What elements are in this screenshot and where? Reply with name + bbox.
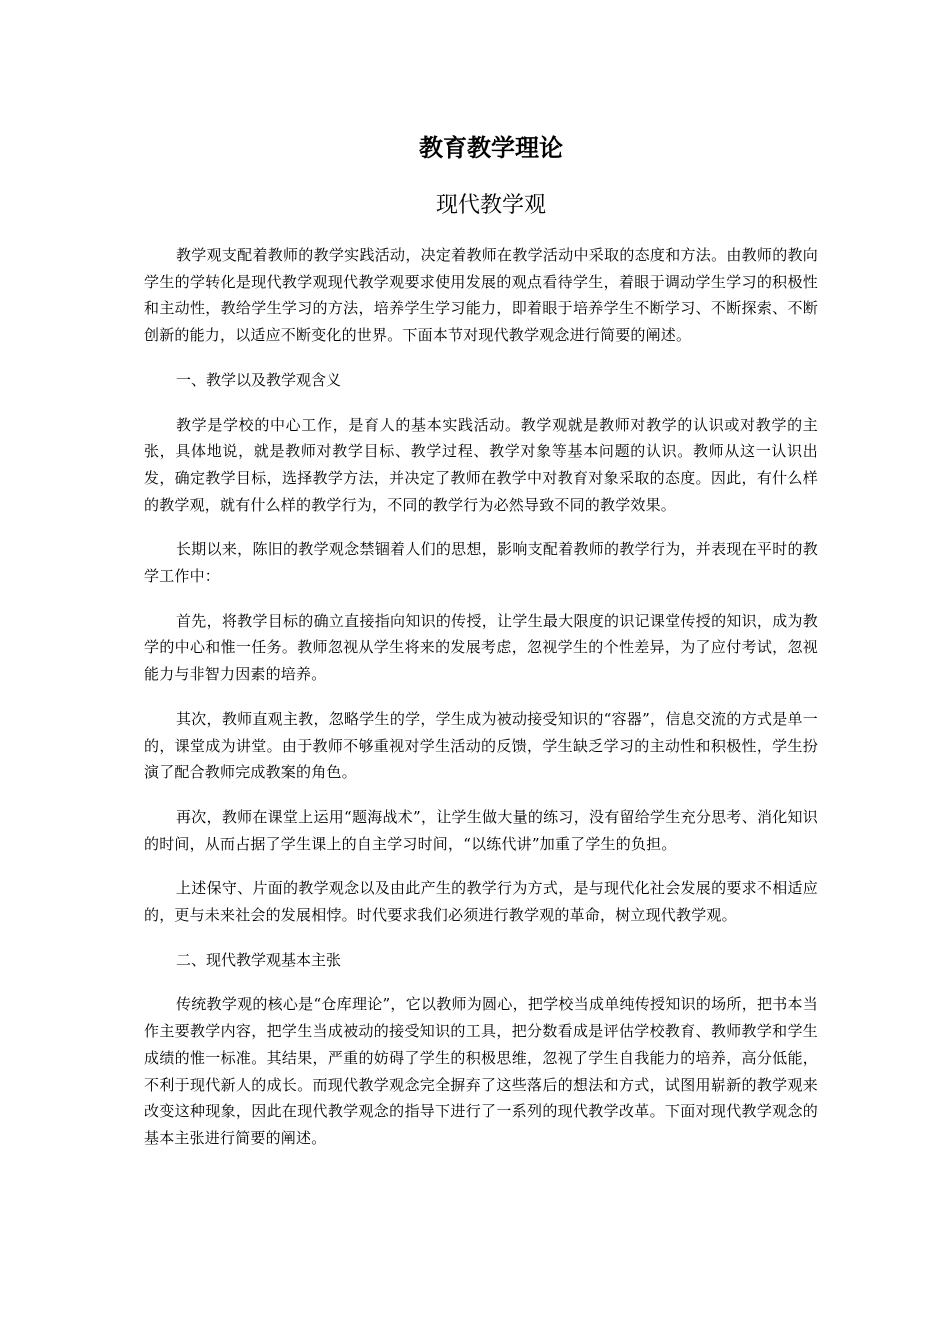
document-title: 教育教学理论 bbox=[419, 134, 563, 162]
paragraph-second: 其次，教师直观主教，忽略学生的学，学生成为被动接受知识的“容器”，信息交流的方式是单一的，课堂成为讲堂。由于教师不够重视对学生活动的反馈，学生缺乏学习的主动性和积极性，学生扮演了配合教师完成教案的角色。 bbox=[144, 709, 818, 782]
paragraph-core: 传统教学观的核心是“仓库理论”，它以教师为圆心，把学校当成单纯传授知识的场所，把书本当作主要教学内容，把学生当成被动的接受知识的工具，把分数看成是评估学校教育、教师教学和学生成绩的惟一标准。其结果，严重的妨碍了学生的积极思维，忽视了学生自我能力的培养，高分低能，不利于现代新人的成长。而现代教学观念完全摒弃了这些落后的想法和方式，试图用崭新的教学观来改变这种现象，因此在现代教学观念的指导下进行了一系列的现代教学改革。下面对现代教学观念的基本主张进行简要的阐述。 bbox=[144, 995, 818, 1147]
paragraph-intro: 教学观支配着教师的教学实践活动，决定着教师在教学活动中采取的态度和方法。由教师的教向学生的学转化是现代教学观现代教学观要求使用发展的观点看待学生，着眼于调动学生学习的积极性和主动性，教给学生学习的方法，培养学生学习能力，即着眼于培养学生不断学习、不断探索、不断创新的能力，以适应不断变化的世界。下面本节对现代教学观念进行简要的阐述。 bbox=[144, 246, 818, 345]
section-heading-1: 一、教学以及教学观含义 bbox=[176, 370, 342, 389]
document-subtitle: 现代教学观 bbox=[435, 193, 546, 218]
section-heading-2: 二、现代教学观基本主张 bbox=[176, 950, 342, 969]
paragraph-background: 长期以来，陈旧的教学观念禁锢着人们的思想，影响支配着教师的教学行为，并表现在平时的教学工作中： bbox=[144, 540, 818, 586]
document-page bbox=[144, 128, 818, 1170]
paragraph-first: 首先，将教学目标的确立直接指向知识的传授，让学生最大限度的识记课堂传授的知识，成为教学的中心和惟一任务。教师忽视从学生将来的发展考虑，忽视学生的个性差异，为了应付考试，忽视能力与非智力因素的培养。 bbox=[144, 611, 818, 684]
paragraph-third: 再次，教师在课堂上运用“题海战术”，让学生做大量的练习，没有留给学生充分思考、消化知识的时间，从而占据了学生课上的自主学习时间，“以练代讲”加重了学生的负担。 bbox=[144, 807, 818, 853]
paragraph-summary: 上述保守、片面的教学观念以及由此产生的教学行为方式，是与现代化社会发展的要求不相适应的，更与未来社会的发展相悖。时代要求我们必须进行教学观的革命，树立现代教学观。 bbox=[144, 879, 818, 925]
paragraph-definition: 教学是学校的中心工作，是育人的基本实践活动。教学观就是教师对教学的认识或对教学的主张，具体地说，就是教师对教学目标、教学过程、教学对象等基本问题的认识。教师从这一认识出发，确定教学目标，选择教学方法，并决定了教师在教学中对教育对象采取的态度。因此，有什么样的教学观，就有什么样的教学行为，不同的教学行为必然导致不同的教学效果。 bbox=[144, 415, 818, 514]
